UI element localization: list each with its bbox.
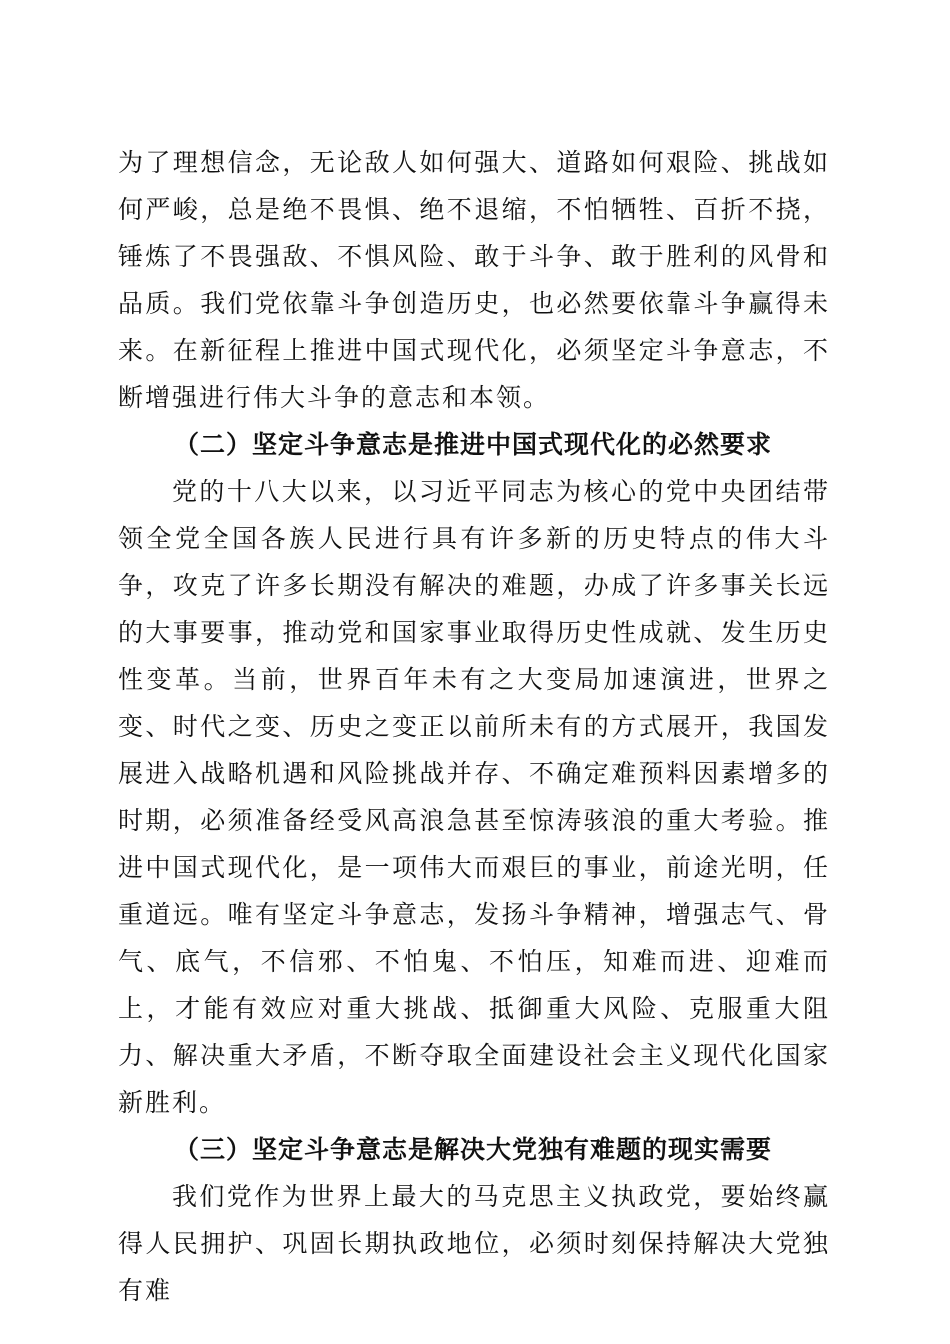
paragraph-continued: 为了理想信念，无论敌人如何强大、道路如何艰险、挑战如何严峻，总是绝不畏惧、绝不退缩，不怕牺牲、百折不挠，锤炼了不畏强敌、不惧风险、敢于斗争、敢于胜利的风骨和品质。我们党依靠斗争创造历史，也必然要依靠斗争赢得未来。在新征程上推进中国式现代化，必须坚定斗争意志，不断增强进行伟大斗争的意志和本领。 xyxy=(118,148,830,412)
section-heading-3: （三）坚定斗争意志是解决大党独有难题的现实需要 xyxy=(174,1135,773,1164)
document-body xyxy=(118,139,830,1314)
section-heading-2: （二）坚定斗争意志是推进中国式现代化的必然要求 xyxy=(174,430,773,459)
paragraph-section-3: 我们党作为世界上最大的马克思主义执政党，要始终赢得人民拥护、巩固长期执政地位，必须时刻保持解决大党独有难 xyxy=(118,1182,830,1305)
paragraph-section-2: 党的十八大以来，以习近平同志为核心的党中央团结带领全党全国各族人民进行具有许多新的历史特点的伟大斗争，攻克了许多长期没有解决的难题，办成了许多事关长远的大事要事，推动党和国家事业取得历史性成就、发生历史性变革。当前，世界百年未有之大变局加速演进，世界之变、时代之变、历史之变正以前所未有的方式展开，我国发展进入战略机遇和风险挑战并存、不确定难预料因素增多的时期，必须准备经受风高浪急甚至惊涛骇浪的重大考验。推进中国式现代化，是一项伟大而艰巨的事业，前途光明，任重道远。唯有坚定斗争意志，发扬斗争精神，增强志气、骨气、底气，不信邪、不怕鬼、不怕压，知难而进、迎难而上，才能有效应对重大挑战、抵御重大风险、克服重大阻力、解决重大矛盾，不断夺取全面建设社会主义现代化国家新胜利。 xyxy=(118,477,830,1117)
